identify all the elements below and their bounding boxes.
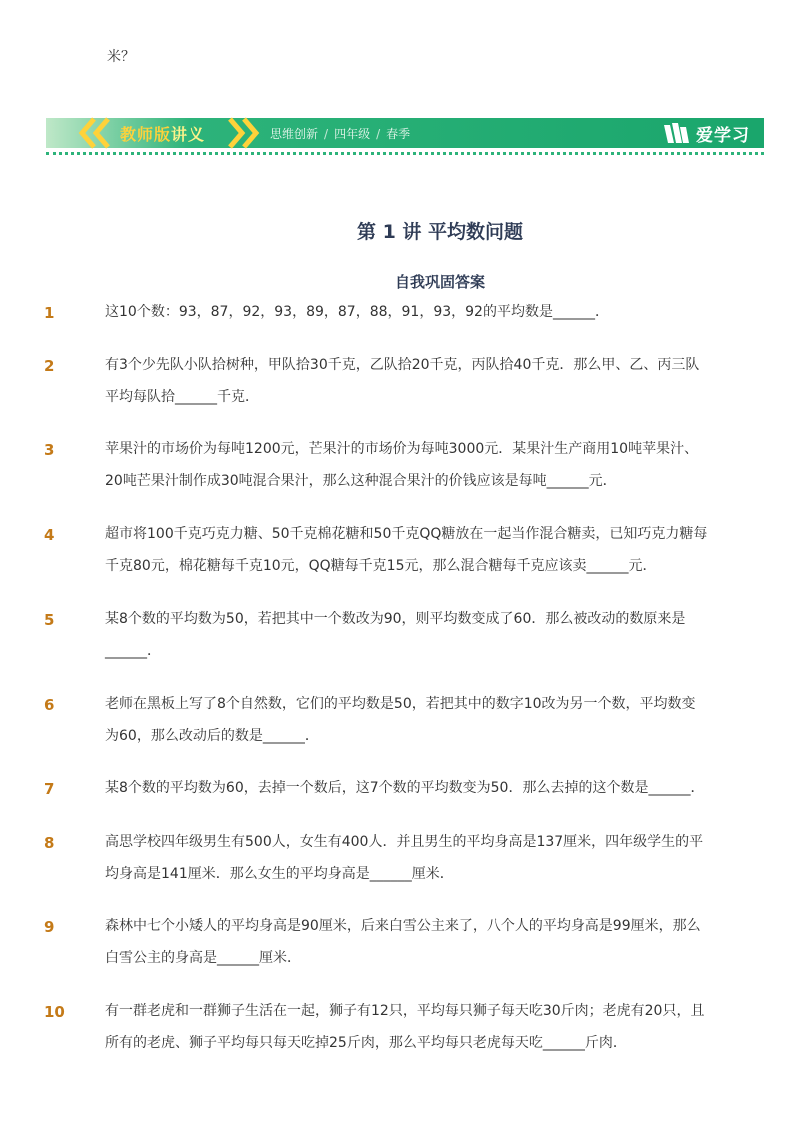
question-line: 高思学校四年级男生有500人，女生有400人．并且男生的平均身高是137厘米，四年级学生的平 (105, 834, 704, 850)
question-text (105, 296, 717, 328)
banner-title-main: 教师版 (120, 125, 172, 144)
question-line: 千克80元，棉花糖每千克10元，QQ糖每千克15元，那么混合糖每千克应该卖______元． (105, 558, 657, 574)
question-number: 9 (44, 918, 55, 936)
question-line: 超市将100千克巧克力糖、50千克棉花糖和50千克QQ糖放在一起当作混合糖卖，已知巧克力糖每 (105, 526, 708, 542)
question-line: 均身高是141厘米．那么女生的平均身高是______厘米． (105, 866, 454, 882)
question-number: 5 (44, 611, 55, 629)
question-number: 8 (44, 834, 55, 852)
question-line: 有3个少先队小队拾树种，甲队拾30千克，乙队拾20千克，丙队拾40千克．那么甲、乙、丙三队 (105, 357, 700, 373)
question-line: 苹果汁的市场价为每吨1200元，芒果汁的市场价为每吨3000元．某果汁生产商用10吨苹果汁、 (105, 441, 699, 457)
question-number: 2 (44, 357, 55, 375)
lesson-title: 第 1 讲 平均数问题 (356, 221, 524, 243)
question-text (105, 910, 717, 974)
brand-logo (662, 118, 750, 148)
breadcrumb-separator: / (376, 127, 381, 141)
banner-dotted-divider (46, 152, 764, 155)
breadcrumb (270, 125, 416, 142)
breadcrumb-item: 思维创新 (270, 127, 319, 141)
question-text (105, 349, 717, 413)
question-text (105, 772, 717, 804)
question-line: 森林中七个小矮人的平均身高是90厘米，后来白雪公主来了，八个人的平均身高是99厘米，那么 (105, 918, 701, 934)
question-number: 4 (44, 526, 55, 544)
question-line: ______． (105, 643, 161, 659)
question-number: 7 (44, 780, 55, 798)
question-number: 6 (44, 696, 55, 714)
question-line: 某8个数的平均数为60，去掉一个数后，这7个数的平均数变为50．那么去掉的这个数是______． (105, 780, 705, 796)
question-text (105, 603, 717, 667)
section-title: 自我巩固答案 (394, 273, 485, 291)
question-text (105, 688, 717, 752)
question-line: 20吨芒果汁制作成30吨混合果汁，那么这种混合果汁的价钱应该是每吨______元． (105, 473, 617, 489)
question-line: 这10个数：93，87，92，93，89，87，88，91，93，92的平均数是______． (105, 304, 609, 320)
question-number: 3 (44, 441, 55, 459)
question-line: 所有的老虎、狮子平均每只每天吃掉25斤肉，那么平均每只老虎每天吃______斤肉． (105, 1035, 627, 1051)
question-line: 有一群老虎和一群狮子生活在一起，狮子有12只，平均每只狮子每天吃30斤肉；老虎有20只，且 (105, 1003, 705, 1019)
question-text (105, 995, 717, 1059)
breadcrumb-item: 春季 (386, 127, 411, 141)
question-line: 为60，那么改动后的数是______． (105, 728, 319, 744)
question-number: 10 (44, 1003, 65, 1021)
banner-title (120, 122, 205, 145)
question-line: 平均每队拾______千克． (105, 389, 259, 405)
question-text (105, 433, 717, 497)
breadcrumb-separator: / (324, 127, 329, 141)
banner-title-highlight: 讲义 (171, 125, 206, 144)
question-text (105, 518, 717, 582)
breadcrumb-item: 四年级 (334, 127, 371, 141)
question-line: 老师在黑板上写了8个自然数，它们的平均数是50，若把其中的数字10改为另一个数，平均数变 (105, 696, 696, 712)
question-number: 1 (44, 304, 55, 322)
logo-text: 爱学习 (696, 125, 750, 146)
question-line: 白雪公主的身高是______厘米． (105, 950, 301, 966)
logo-books-icon (662, 121, 692, 145)
double-chevron-left-icon (76, 117, 116, 149)
double-chevron-right-icon (222, 117, 262, 149)
question-line: 某8个数的平均数为50，若把其中一个数改为90，则平均数变成了60．那么被改动的数原来是 (105, 611, 686, 627)
question-text (105, 826, 717, 890)
previous-page-fragment: 米？ (107, 49, 135, 65)
